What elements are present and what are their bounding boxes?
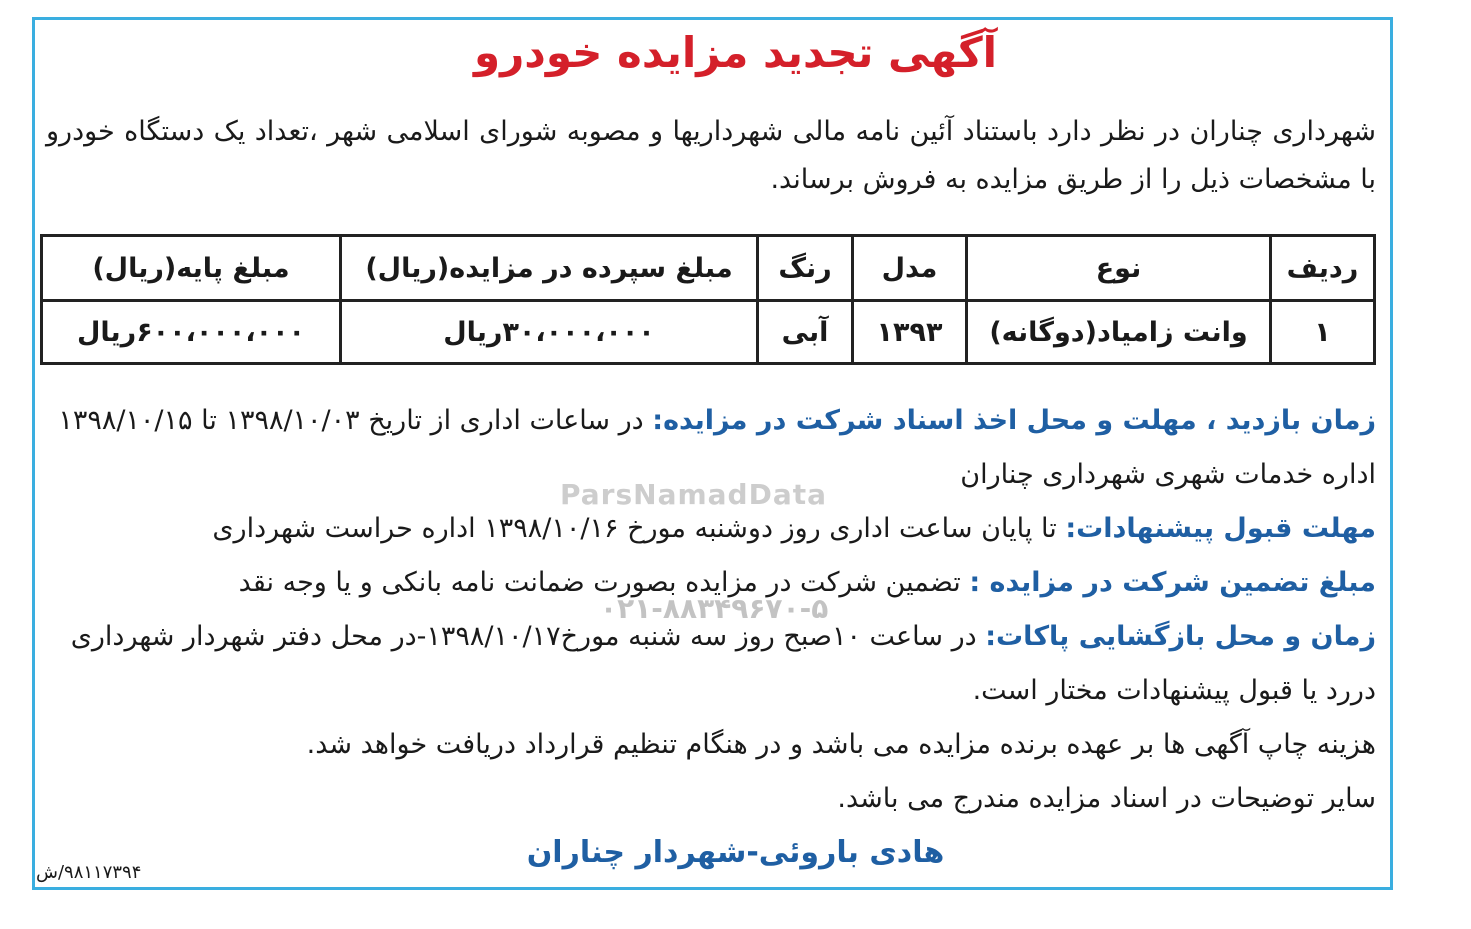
detail-text: تضمین شرکت در مزایده بصورت ضمانت نامه بانکی و یا وجه نقد [238,567,970,598]
table-cell: ۱۳۹۳ [853,301,967,364]
table-header-cell: مبلغ پایه(ریال) [42,236,341,301]
table-row [42,301,1375,364]
detail-label: زمان و محل بازگشایی پاکات: [985,621,1376,652]
detail-text: در ساعت ۱۰صبح روز سه شنبه مورخ۱۳۹۸/۱۰/۱۷-در محل دفتر شهردار شهرداری دررد یا قبول پیشنهادات مختار است. [70,621,1376,706]
notice-title: آگهی تجدید مزایده خودرو [473,28,998,77]
detail-label: مبلغ تضمین شرکت در مزایده : [969,567,1376,598]
notice-code: ۹۸۱۱۷۳۹۴/ش [36,862,142,883]
signature: هادی باروئی-شهردار چناران [526,835,945,870]
watermark-phone: ۰۲۱-۸۸۳۴۹۶۷۰-۵ [600,592,829,625]
table-header-cell: نوع [967,236,1271,301]
detail-text: در ساعات اداری از تاریخ ۱۳۹۸/۱۰/۰۳ تا ۱۳۹۸/۱۰/۱۵ اداره خدمات شهری شهرداری چناران [58,405,1376,490]
table-cell: آبی [758,301,853,364]
vehicle-table [40,234,1376,365]
detail-label: مهلت قبول پیشنهادات: [1065,513,1376,544]
note-other: سایر توضیحات در اسناد مزایده مندرج می باشد. [837,783,1376,814]
table-cell: وانت زامیاد(دوگانه) [967,301,1271,364]
table-header-cell: مبلغ سپرده در مزایده(ریال) [341,236,758,301]
detail-visit-schedule [56,394,1376,502]
table-cell: ۳۰،۰۰۰،۰۰۰ریال [341,301,758,364]
table-header-cell: رنگ [758,236,853,301]
detail-guarantee [56,556,1376,610]
notice-details [56,394,1376,826]
table-cell: ۶۰۰،۰۰۰،۰۰۰ریال [42,301,341,364]
table-header-cell: ردیف [1271,236,1375,301]
detail-opening [56,610,1376,718]
table-header-row [42,236,1375,301]
table-header-cell: مدل [853,236,967,301]
notice-intro: شهرداری چناران در نظر دارد باستناد آئین نامه مالی شهرداریها و مصوبه شورای اسلامی شهر ،تعداد یک دستگاه خودرو با مشخصات ذیل را از طریق مزایده به فروش برساند. [46,116,1376,195]
detail-text: تا پایان ساعت اداری روز دوشنبه مورخ ۱۳۹۸/۱۰/۱۶ اداره حراست شهرداری [212,513,1066,544]
detail-label: زمان بازدید ، مهلت و محل اخذ اسناد شرکت در مزایده: [652,405,1376,436]
detail-offer-deadline [56,502,1376,556]
table-cell: ۱ [1271,301,1375,364]
watermark-name: ParsNamadData [560,478,827,511]
note-cost: هزینه چاپ آگهی ها بر عهده برنده مزایده می باشد و در هنگام تنظیم قرارداد دریافت خواهد شد. [306,729,1376,760]
